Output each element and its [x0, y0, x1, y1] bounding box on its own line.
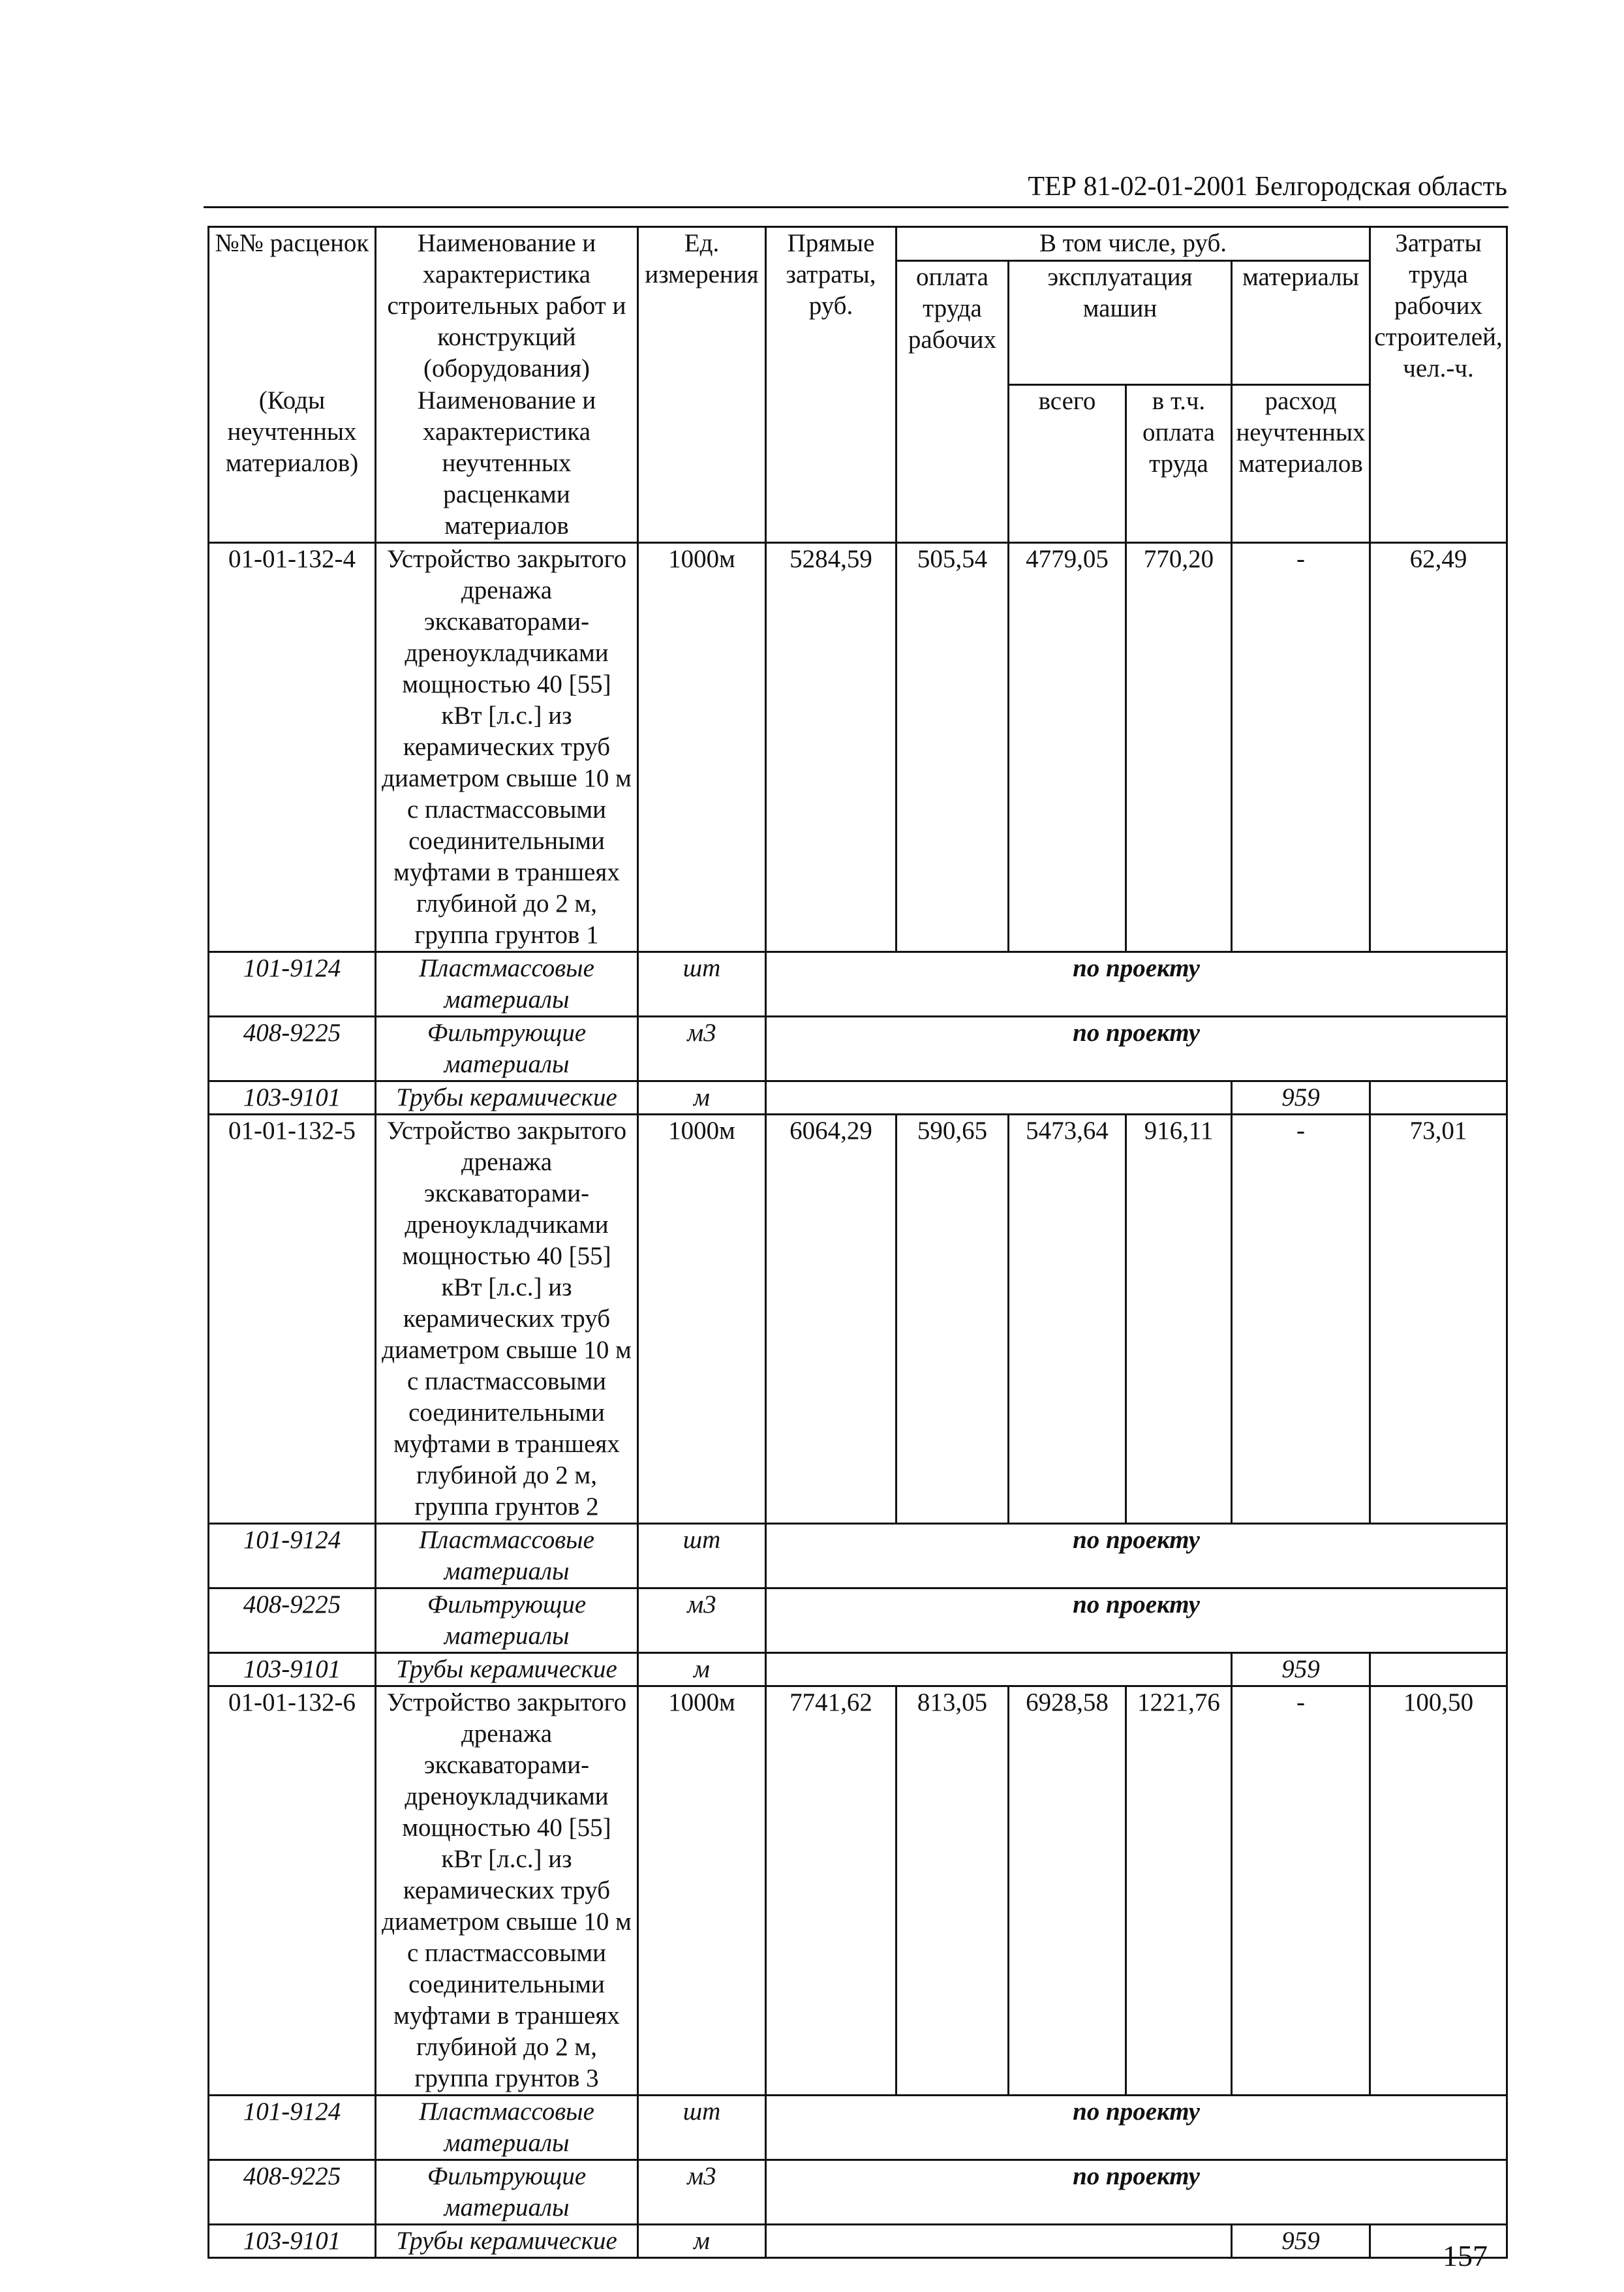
material-unit: м	[638, 1652, 766, 1686]
material-empty-cell	[766, 1652, 1232, 1686]
material-row	[209, 952, 1507, 1016]
rate-machine-total: 6928,58	[1009, 1686, 1126, 2095]
material-empty-cell	[766, 2224, 1232, 2257]
material-unit: шт	[638, 1523, 766, 1588]
material-name: Пластмассовые материалы	[376, 1523, 638, 1588]
rate-materials: -	[1232, 1686, 1370, 2095]
header-unit: Ед. измерения	[638, 227, 766, 543]
header-name: Наименование и характеристика строительных работ и конструкций (оборудования)	[376, 227, 638, 385]
rate-direct: 5284,59	[766, 542, 896, 952]
rate-code: 01-01-132-4	[209, 542, 376, 952]
header-name-sub: Наименование и характеристика неучтенных расценками материалов	[376, 385, 638, 543]
material-name: Пластмассовые материалы	[376, 2095, 638, 2160]
rate-unit: 1000м	[638, 1114, 766, 1523]
material-code: 408-9225	[209, 2160, 376, 2224]
rate-wage: 505,54	[896, 542, 1009, 952]
material-row	[209, 1652, 1507, 1686]
header-machine-total: всего	[1009, 385, 1126, 543]
material-name: Фильтрующие материалы	[376, 1588, 638, 1652]
material-unit: м3	[638, 1016, 766, 1081]
rate-wage: 813,05	[896, 1686, 1009, 2095]
rates-table	[207, 226, 1508, 2259]
header-row-1	[209, 227, 1507, 261]
rate-machine-wage: 1221,76	[1126, 1686, 1232, 2095]
material-note: по проекту	[766, 2095, 1507, 2160]
material-note: по проекту	[766, 1588, 1507, 1652]
header-machine: эксплуатация машин	[1009, 261, 1232, 385]
rate-machine-wage: 916,11	[1126, 1114, 1232, 1523]
material-name: Трубы керамические	[376, 2224, 638, 2257]
header-wage: оплата труда рабочих	[896, 261, 1009, 543]
header-machine-wage: в т.ч. оплата труда	[1126, 385, 1232, 543]
running-head: ТЕР 81-02-01-2001 Белгородская область	[1028, 172, 1507, 202]
material-code: 103-9101	[209, 1081, 376, 1114]
rate-labor: 73,01	[1370, 1114, 1507, 1523]
material-row	[209, 2224, 1507, 2257]
rate-machine-total: 4779,05	[1009, 542, 1126, 952]
material-row	[209, 2095, 1507, 2160]
material-unit: м3	[638, 2160, 766, 2224]
material-note: по проекту	[766, 952, 1507, 1016]
header-rule	[204, 206, 1509, 208]
material-unit: шт	[638, 2095, 766, 2160]
rate-row	[209, 542, 1507, 952]
material-qty: 959	[1232, 1652, 1370, 1686]
header-code: №№ расценок	[209, 227, 376, 385]
rate-unit: 1000м	[638, 1686, 766, 2095]
rate-code: 01-01-132-6	[209, 1686, 376, 2095]
header-materials-sub: расход неучтенных материалов	[1232, 385, 1370, 543]
rate-machine-wage: 770,20	[1126, 542, 1232, 952]
material-note: по проекту	[766, 1016, 1507, 1081]
material-note: по проекту	[766, 1523, 1507, 1588]
material-code: 408-9225	[209, 1588, 376, 1652]
rate-materials: -	[1232, 1114, 1370, 1523]
material-empty-cell	[766, 1081, 1232, 1114]
material-unit: м3	[638, 1588, 766, 1652]
material-row	[209, 2160, 1507, 2224]
header-direct: Прямые затраты, руб.	[766, 227, 896, 543]
material-name: Трубы керамические	[376, 1081, 638, 1114]
rate-code: 01-01-132-5	[209, 1114, 376, 1523]
header-materials: материалы	[1232, 261, 1370, 385]
material-row	[209, 1081, 1507, 1114]
rate-machine-total: 5473,64	[1009, 1114, 1126, 1523]
material-qty: 959	[1232, 2224, 1370, 2257]
material-row	[209, 1016, 1507, 1081]
material-empty-cell	[1370, 1081, 1507, 1114]
material-name: Фильтрующие материалы	[376, 2160, 638, 2224]
material-name: Пластмассовые материалы	[376, 952, 638, 1016]
material-unit: шт	[638, 952, 766, 1016]
rate-row	[209, 1686, 1507, 2095]
material-name: Трубы керамические	[376, 1652, 638, 1686]
material-code: 101-9124	[209, 2095, 376, 2160]
material-qty: 959	[1232, 1081, 1370, 1114]
page-number: 157	[1443, 2239, 1488, 2272]
material-code: 101-9124	[209, 1523, 376, 1588]
material-note: по проекту	[766, 2160, 1507, 2224]
header-including: В том числе, руб.	[896, 227, 1370, 261]
rate-name: Устройство закрытого дренажа экскаваторами-дреноукладчиками мощностью 40 [55] кВт [л.с.] из керамических труб диаметром свыше 10 м с пластмассовыми соединительными муфтами в траншеях глубиной до 2 м, группа грунтов 3	[376, 1686, 638, 2095]
material-row	[209, 1523, 1507, 1588]
rate-labor: 100,50	[1370, 1686, 1507, 2095]
material-name: Фильтрующие материалы	[376, 1016, 638, 1081]
material-code: 103-9101	[209, 1652, 376, 1686]
rate-row	[209, 1114, 1507, 1523]
header-code-sub: (Коды неучтенных материалов)	[209, 385, 376, 543]
material-code: 101-9124	[209, 952, 376, 1016]
rate-name: Устройство закрытого дренажа экскаваторами-дреноукладчиками мощностью 40 [55] кВт [л.с.] из керамических труб диаметром свыше 10 м с пластмассовыми соединительными муфтами в траншеях глубиной до 2 м, группа грунтов 1	[376, 542, 638, 952]
rate-name: Устройство закрытого дренажа экскаваторами-дреноукладчиками мощностью 40 [55] кВт [л.с.] из керамических труб диаметром свыше 10 м с пластмассовыми соединительными муфтами в траншеях глубиной до 2 м, группа грунтов 2	[376, 1114, 638, 1523]
material-code: 103-9101	[209, 2224, 376, 2257]
material-empty-cell	[1370, 1652, 1507, 1686]
material-code: 408-9225	[209, 1016, 376, 1081]
material-unit: м	[638, 1081, 766, 1114]
rate-labor: 62,49	[1370, 542, 1507, 952]
rate-wage: 590,65	[896, 1114, 1009, 1523]
rate-direct: 6064,29	[766, 1114, 896, 1523]
header-labor: Затраты труда рабочих строителей, чел.-ч.	[1370, 227, 1507, 543]
rate-direct: 7741,62	[766, 1686, 896, 2095]
rate-materials: -	[1232, 542, 1370, 952]
material-row	[209, 1588, 1507, 1652]
rate-unit: 1000м	[638, 542, 766, 952]
material-unit: м	[638, 2224, 766, 2257]
